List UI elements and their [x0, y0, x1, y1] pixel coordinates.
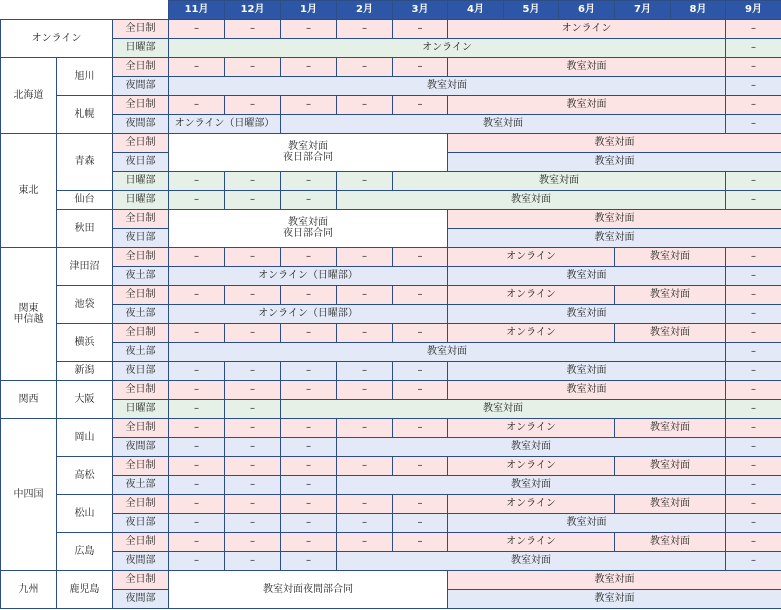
schedule-cell: 教室対面: [615, 532, 726, 551]
table-row: [1, 475, 781, 494]
no-class-cell: –: [337, 456, 393, 475]
course-type-label: 日曜部: [113, 38, 169, 57]
course-type-label: 夜土部: [113, 342, 169, 361]
table-row: [1, 380, 781, 399]
table-row: [1, 570, 781, 589]
table-row: [1, 304, 781, 323]
no-class-cell: –: [726, 399, 781, 418]
no-class-cell: –: [281, 437, 337, 456]
course-type-label: 夜間部: [113, 114, 169, 133]
schedule-cell: 教室対面: [448, 380, 726, 399]
no-class-cell: –: [393, 285, 448, 304]
no-class-cell: –: [281, 475, 337, 494]
no-class-cell: –: [726, 285, 781, 304]
schedule-cell: 教室対面: [448, 513, 726, 532]
table-row: [1, 513, 781, 532]
no-class-cell: –: [337, 57, 393, 76]
no-class-cell: –: [726, 456, 781, 475]
no-class-cell: –: [225, 418, 281, 437]
no-class-cell: –: [169, 95, 225, 114]
schedule-cell: 教室対面: [615, 494, 726, 513]
month-header-cell: 1月: [281, 1, 337, 20]
no-class-cell: –: [169, 361, 225, 380]
schedule-cell: 教室対面: [448, 209, 781, 228]
no-class-cell: –: [281, 380, 337, 399]
no-class-cell: –: [393, 532, 448, 551]
schedule-cell: 教室対面: [448, 570, 781, 589]
no-class-cell: –: [169, 190, 225, 209]
city-label: 広島: [57, 532, 113, 570]
no-class-cell: –: [337, 494, 393, 513]
no-class-cell: –: [726, 532, 781, 551]
schedule-cell: 教室対面: [448, 95, 726, 114]
course-type-label: 夜間部: [113, 437, 169, 456]
city-label: 高松: [57, 456, 113, 494]
no-class-cell: –: [337, 532, 393, 551]
no-class-cell: –: [726, 513, 781, 532]
schedule-cell: オンライン（日曜部）: [169, 114, 281, 133]
no-class-cell: –: [281, 95, 337, 114]
no-class-cell: –: [393, 247, 448, 266]
course-type-label: 全日制: [113, 133, 169, 152]
table-row: [1, 133, 781, 152]
no-class-cell: –: [393, 57, 448, 76]
month-header-row: [1, 1, 781, 20]
schedule-cell: 教室対面: [615, 247, 726, 266]
schedule-cell: 教室対面: [448, 361, 726, 380]
month-header-cell: 8月: [671, 1, 726, 20]
no-class-cell: –: [169, 551, 225, 570]
no-class-cell: –: [337, 513, 393, 532]
no-class-cell: –: [169, 323, 225, 342]
no-class-cell: –: [281, 323, 337, 342]
schedule-cell: 教室対面: [169, 342, 726, 361]
month-header-cell: 9月: [726, 1, 781, 20]
city-label: 岡山: [57, 418, 113, 456]
no-class-cell: –: [393, 513, 448, 532]
schedule-cell: 教室対面: [281, 114, 726, 133]
no-class-cell: –: [726, 475, 781, 494]
no-class-cell: –: [337, 418, 393, 437]
no-class-cell: –: [281, 418, 337, 437]
no-class-cell: –: [225, 171, 281, 190]
no-class-cell: –: [726, 361, 781, 380]
no-class-cell: –: [337, 171, 393, 190]
month-header-cell: 2月: [337, 1, 393, 20]
region-label: 関西: [1, 380, 57, 418]
schedule-cell: 教室対面: [448, 57, 726, 76]
no-class-cell: –: [726, 247, 781, 266]
no-class-cell: –: [225, 437, 281, 456]
table-row: [1, 437, 781, 456]
course-type-label: 夜日部: [113, 513, 169, 532]
no-class-cell: –: [225, 285, 281, 304]
header-corner: [1, 1, 169, 20]
month-header-cell: 11月: [169, 1, 225, 20]
no-class-cell: –: [337, 247, 393, 266]
no-class-cell: –: [393, 361, 448, 380]
no-class-cell: –: [393, 456, 448, 475]
schedule-cell: 教室対面: [393, 171, 726, 190]
city-label: 札幌: [57, 95, 113, 133]
no-class-cell: –: [225, 456, 281, 475]
table-row: [1, 95, 781, 114]
schedule-cell: 教室対面: [448, 152, 781, 171]
course-type-label: 全日制: [113, 57, 169, 76]
no-class-cell: –: [225, 475, 281, 494]
region-label: 北海道: [1, 57, 57, 133]
no-class-cell: –: [726, 437, 781, 456]
schedule-cell: 教室対面 夜日部合同: [169, 133, 448, 171]
no-class-cell: –: [337, 19, 393, 38]
no-class-cell: –: [225, 57, 281, 76]
no-class-cell: –: [225, 361, 281, 380]
city-label: 横浜: [57, 323, 113, 361]
course-type-label: 夜土部: [113, 266, 169, 285]
schedule-cell: オンライン: [448, 19, 726, 38]
no-class-cell: –: [225, 380, 281, 399]
schedule-cell: 教室対面: [337, 437, 726, 456]
no-class-cell: –: [225, 532, 281, 551]
table-row: [1, 342, 781, 361]
course-type-label: 全日制: [113, 380, 169, 399]
no-class-cell: –: [225, 323, 281, 342]
no-class-cell: –: [281, 190, 337, 209]
no-class-cell: –: [281, 532, 337, 551]
no-class-cell: –: [281, 247, 337, 266]
schedule-cell: オンライン: [448, 456, 615, 475]
region-label: オンライン: [1, 19, 113, 57]
city-label: 大阪: [57, 380, 113, 418]
no-class-cell: –: [393, 95, 448, 114]
month-header: [1, 1, 781, 20]
region-label: 関東 甲信越: [1, 247, 57, 380]
schedule-cell: 教室対面夜間部合同: [169, 570, 448, 608]
no-class-cell: –: [726, 551, 781, 570]
course-type-label: 全日制: [113, 19, 169, 38]
course-type-label: 夜土部: [113, 475, 169, 494]
course-type-label: 夜間部: [113, 551, 169, 570]
city-label: 新潟: [57, 361, 113, 380]
no-class-cell: –: [726, 19, 781, 38]
no-class-cell: –: [393, 19, 448, 38]
course-type-label: 夜日部: [113, 361, 169, 380]
no-class-cell: –: [337, 95, 393, 114]
month-header-cell: 6月: [559, 1, 615, 20]
schedule-cell: オンライン: [169, 38, 726, 57]
no-class-cell: –: [393, 494, 448, 513]
course-type-label: 全日制: [113, 418, 169, 437]
region-label: 中四国: [1, 418, 57, 570]
course-type-label: 全日制: [113, 532, 169, 551]
no-class-cell: –: [726, 304, 781, 323]
city-label: 池袋: [57, 285, 113, 323]
table-row: [1, 494, 781, 513]
month-header-cell: 3月: [393, 1, 448, 20]
no-class-cell: –: [225, 513, 281, 532]
no-class-cell: –: [726, 342, 781, 361]
no-class-cell: –: [726, 95, 781, 114]
no-class-cell: –: [726, 171, 781, 190]
region-label: 東北: [1, 133, 57, 247]
table-row: [1, 38, 781, 57]
schedule-cell: オンライン: [448, 494, 615, 513]
city-label: 秋田: [57, 209, 113, 247]
no-class-cell: –: [281, 171, 337, 190]
no-class-cell: –: [337, 380, 393, 399]
course-type-label: 夜間部: [113, 76, 169, 95]
table-row: [1, 551, 781, 570]
table-row: [1, 399, 781, 418]
schedule-cell: 教室対面: [281, 399, 726, 418]
course-type-label: 全日制: [113, 285, 169, 304]
table-row: [1, 76, 781, 95]
no-class-cell: –: [225, 247, 281, 266]
no-class-cell: –: [169, 380, 225, 399]
no-class-cell: –: [393, 380, 448, 399]
table-row: [1, 532, 781, 551]
no-class-cell: –: [281, 361, 337, 380]
month-header-cell: 12月: [225, 1, 281, 20]
schedule-cell: 教室対面: [615, 285, 726, 304]
schedule-cell: 教室対面: [448, 266, 726, 285]
schedule-cell: 教室対面: [615, 456, 726, 475]
course-type-label: 夜土部: [113, 304, 169, 323]
table-row: [1, 114, 781, 133]
no-class-cell: –: [169, 494, 225, 513]
no-class-cell: –: [169, 19, 225, 38]
schedule-cell: 教室対面: [337, 551, 726, 570]
no-class-cell: –: [225, 494, 281, 513]
no-class-cell: –: [337, 285, 393, 304]
course-type-label: 夜日部: [113, 152, 169, 171]
no-class-cell: –: [726, 76, 781, 95]
course-type-label: 日曜部: [113, 171, 169, 190]
no-class-cell: –: [726, 380, 781, 399]
course-type-label: 全日制: [113, 570, 169, 589]
table-row: [1, 361, 781, 380]
course-type-label: 全日制: [113, 323, 169, 342]
course-type-label: 日曜部: [113, 190, 169, 209]
table-row: [1, 19, 781, 38]
table-row: [1, 266, 781, 285]
no-class-cell: –: [726, 323, 781, 342]
no-class-cell: –: [169, 57, 225, 76]
city-label: 旭川: [57, 57, 113, 95]
no-class-cell: –: [169, 285, 225, 304]
no-class-cell: –: [281, 494, 337, 513]
no-class-cell: –: [169, 399, 225, 418]
course-type-label: 夜日部: [113, 228, 169, 247]
no-class-cell: –: [726, 418, 781, 437]
no-class-cell: –: [225, 95, 281, 114]
no-class-cell: –: [169, 513, 225, 532]
no-class-cell: –: [281, 456, 337, 475]
month-header-cell: 4月: [448, 1, 504, 20]
table-row: [1, 171, 781, 190]
no-class-cell: –: [169, 532, 225, 551]
no-class-cell: –: [337, 323, 393, 342]
no-class-cell: –: [169, 418, 225, 437]
month-header-cell: 7月: [615, 1, 671, 20]
no-class-cell: –: [225, 190, 281, 209]
course-type-label: 全日制: [113, 95, 169, 114]
schedule-cell: 教室対面 夜日部合同: [169, 209, 448, 247]
city-label: 松山: [57, 494, 113, 532]
schedule-cell: 教室対面: [337, 475, 726, 494]
no-class-cell: –: [726, 494, 781, 513]
no-class-cell: –: [169, 456, 225, 475]
no-class-cell: –: [281, 285, 337, 304]
course-type-label: 全日制: [113, 247, 169, 266]
course-type-label: 全日制: [113, 494, 169, 513]
table-row: [1, 190, 781, 209]
schedule-cell: 教室対面: [448, 589, 781, 608]
no-class-cell: –: [169, 437, 225, 456]
no-class-cell: –: [169, 171, 225, 190]
no-class-cell: –: [281, 551, 337, 570]
region-label: 九州: [1, 570, 57, 608]
schedule-cell: 教室対面: [448, 133, 781, 152]
no-class-cell: –: [337, 361, 393, 380]
schedule-cell: 教室対面: [448, 228, 781, 247]
schedule-cell: オンライン: [448, 418, 615, 437]
schedule-cell: オンライン: [448, 247, 615, 266]
schedule-cell: 教室対面: [169, 76, 726, 95]
table-row: [1, 285, 781, 304]
schedule-cell: 教室対面: [448, 304, 726, 323]
course-type-label: 日曜部: [113, 399, 169, 418]
city-label: 鹿児島: [57, 570, 113, 608]
schedule-body: [1, 19, 781, 608]
table-row: [1, 57, 781, 76]
no-class-cell: –: [726, 38, 781, 57]
course-type-label: 夜間部: [113, 589, 169, 608]
course-type-label: 全日制: [113, 209, 169, 228]
table-row: [1, 456, 781, 475]
table-row: [1, 418, 781, 437]
table-row: [1, 209, 781, 228]
no-class-cell: –: [169, 475, 225, 494]
course-type-label: 全日制: [113, 456, 169, 475]
schedule-cell: 教室対面: [337, 190, 726, 209]
no-class-cell: –: [726, 114, 781, 133]
no-class-cell: –: [225, 19, 281, 38]
no-class-cell: –: [393, 418, 448, 437]
city-label: 仙台: [57, 190, 113, 209]
no-class-cell: –: [726, 190, 781, 209]
city-label: 津田沼: [57, 247, 113, 285]
month-header-cell: 5月: [504, 1, 559, 20]
table-row: [1, 323, 781, 342]
no-class-cell: –: [393, 323, 448, 342]
no-class-cell: –: [726, 266, 781, 285]
city-label: 青森: [57, 133, 113, 190]
table-row: [1, 247, 781, 266]
no-class-cell: –: [169, 247, 225, 266]
no-class-cell: –: [225, 399, 281, 418]
no-class-cell: –: [281, 57, 337, 76]
no-class-cell: –: [225, 551, 281, 570]
schedule-cell: オンライン（日曜部）: [169, 266, 448, 285]
schedule-cell: オンライン: [448, 532, 615, 551]
schedule-cell: 教室対面: [615, 418, 726, 437]
schedule-cell: 教室対面: [615, 323, 726, 342]
no-class-cell: –: [281, 513, 337, 532]
schedule-cell: オンライン（日曜部）: [169, 304, 448, 323]
schedule-cell: オンライン: [448, 323, 615, 342]
no-class-cell: –: [281, 19, 337, 38]
no-class-cell: –: [726, 57, 781, 76]
schedule-cell: オンライン: [448, 285, 615, 304]
